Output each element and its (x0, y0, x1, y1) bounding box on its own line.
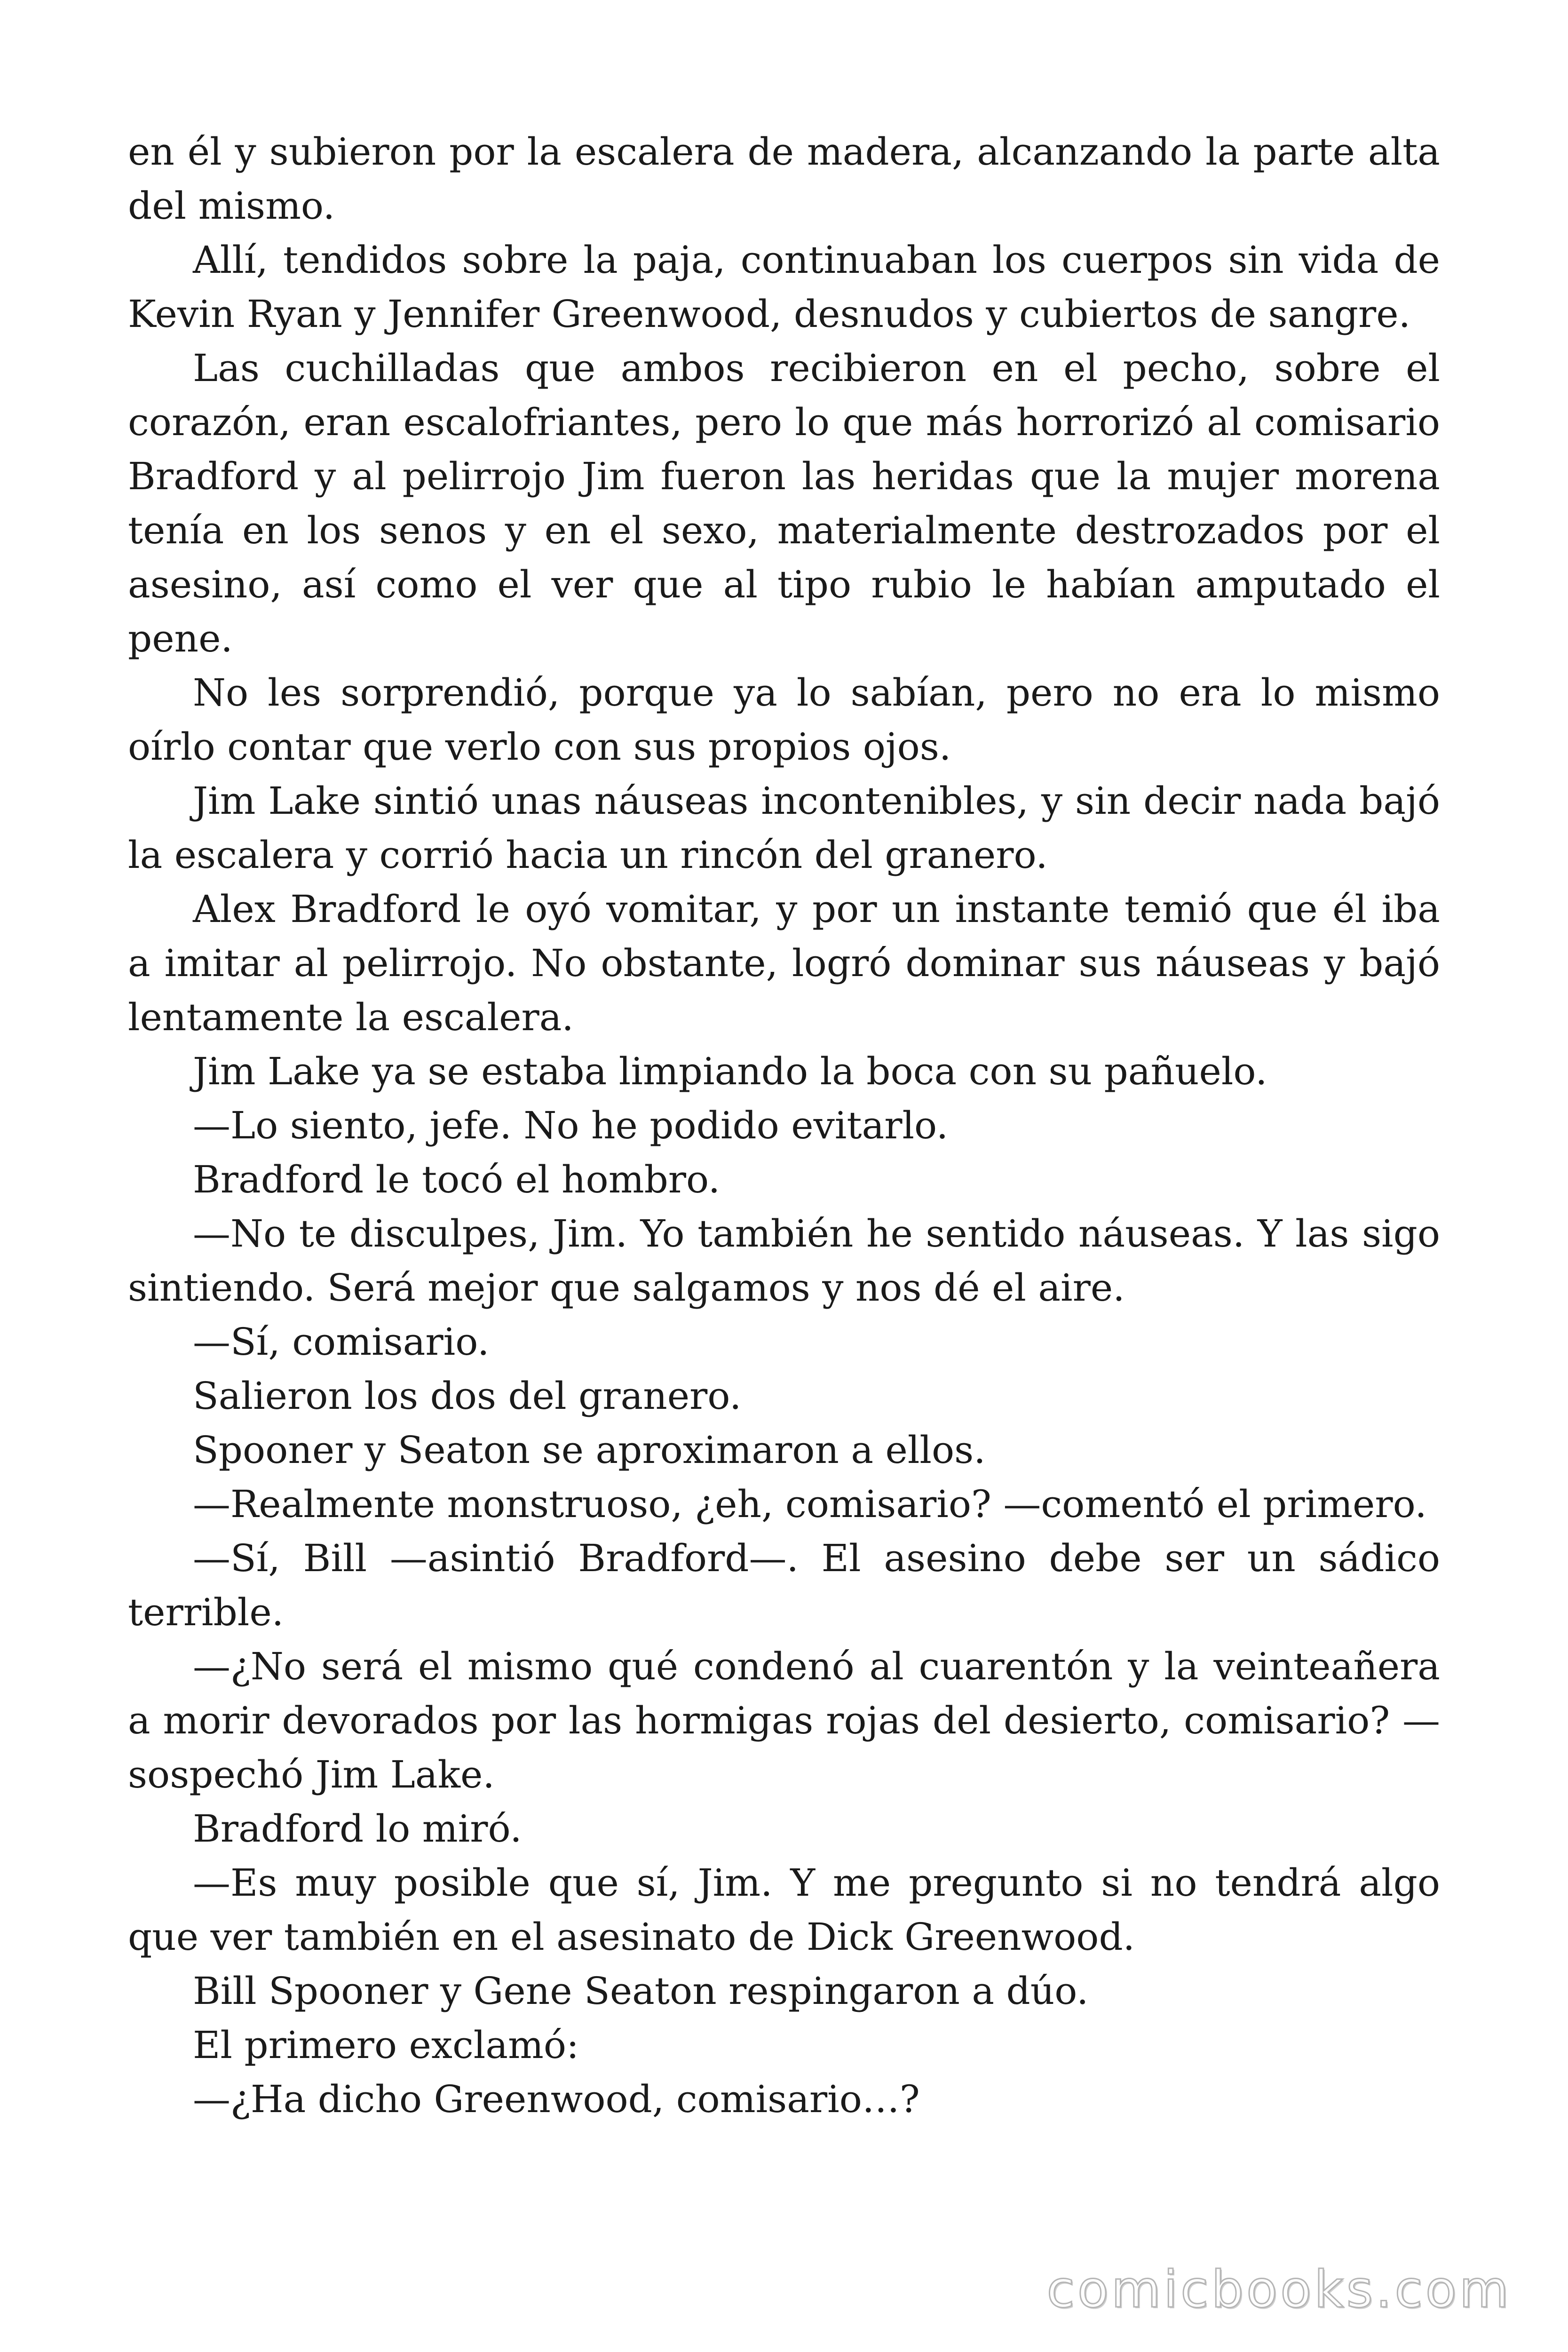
paragraph: Jim Lake sintió unas náuseas incontenibles, y sin decir nada bajó la escalera y corrió hacia un rincón del granero. (128, 779, 1440, 877)
paragraph: El primero exclamó: (193, 2023, 579, 2067)
paragraph: —Sí, comisario. (193, 1320, 490, 1364)
paragraph: —Lo siento, jefe. No he podido evitarlo. (193, 1104, 949, 1147)
paragraph: Las cuchilladas que ambos recibieron en el pecho, sobre el corazón, eran escalofriantes, pero lo que más horrorizó al comisario Bradford y al pelirrojo Jim fueron las heridas que la mujer morena tenía en los senos y en el sexo, materialmente destrozados por el asesino, así como el ver que al tipo rubio le habían amputado el pene. (128, 346, 1440, 660)
page-text (128, 125, 1440, 2126)
paragraph: Spooner y Seaton se aproximaron a ellos. (193, 1428, 986, 1472)
paragraph: Bill Spooner y Gene Seaton respingaron a dúo. (193, 1969, 1089, 2013)
paragraph: —Realmente monstruoso, ¿eh, comisario? —comentó el primero. (193, 1482, 1427, 1526)
paragraph: Jim Lake ya se estaba limpiando la boca con su pañuelo. (193, 1049, 1267, 1093)
paragraph: Salieron los dos del granero. (193, 1374, 742, 1418)
paragraph: —¿No será el mismo qué condenó al cuarentón y la veinteañera a morir devorados por las hormigas rojas del desierto, comisario? —sospechó Jim Lake. (128, 1645, 1440, 1796)
paragraph: —Es muy posible que sí, Jim. Y me pregunto si no tendrá algo que ver también en el asesinato de Dick Greenwood. (128, 1861, 1440, 1959)
paragraph: Allí, tendidos sobre la paja, continuaban los cuerpos sin vida de Kevin Ryan y Jennifer Greenwood, desnudos y cubiertos de sangre. (128, 238, 1440, 336)
paragraph: —No te disculpes, Jim. Yo también he sentido náuseas. Y las sigo sintiendo. Será mejor que salgamos y nos dé el aire. (128, 1212, 1440, 1310)
paragraph: en él y subieron por la escalera de madera, alcanzando la parte alta del mismo. (128, 130, 1440, 228)
watermark: comicbooks.com (1046, 2260, 1512, 2319)
paragraph: —Sí, Bill —asintió Bradford—. El asesino debe ser un sádico terrible. (128, 1536, 1440, 1634)
paragraph: Bradford lo miró. (193, 1807, 522, 1851)
paragraph: Alex Bradford le oyó vomitar, y por un instante temió que él iba a imitar al pelirrojo. No obstante, logró dominar sus náuseas y bajó lentamente la escalera. (128, 887, 1440, 1039)
paragraph: Bradford le tocó el hombro. (193, 1158, 721, 1201)
paragraph: No les sorprendió, porque ya lo sabían, pero no era lo mismo oírlo contar que verlo con sus propios ojos. (128, 671, 1440, 769)
paragraph: —¿Ha dicho Greenwood, comisario…? (193, 2077, 920, 2121)
